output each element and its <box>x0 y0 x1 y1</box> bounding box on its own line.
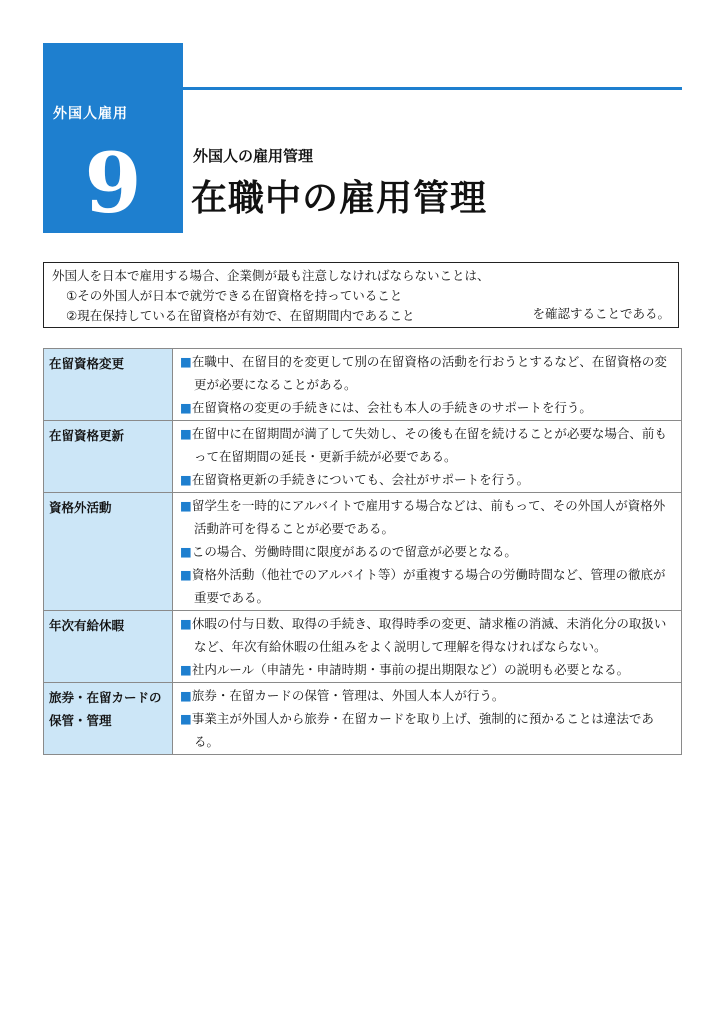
row-label: 在留資格変更 <box>44 349 173 421</box>
bullet-text: 旅券・在留カードの保管・管理は、外国人本人が行う。 <box>191 688 505 703</box>
bullet-item <box>180 396 675 419</box>
intro-line-3: ②現在保持している在留資格が有効で、在留期間内であること <box>66 308 415 323</box>
square-bullet-icon: ■ <box>180 711 192 726</box>
row-content <box>173 683 682 755</box>
bullet-text: 在留資格更新の手続きについても、会社がサポートを行う。 <box>191 472 530 487</box>
bullet-item <box>180 494 675 540</box>
bullet-item <box>180 707 675 753</box>
square-bullet-icon: ■ <box>180 688 192 703</box>
row-label: 資格外活動 <box>44 493 173 611</box>
intro-line-1: 外国人を日本で雇用する場合、企業側が最も注意しなければならないことは、 <box>52 268 490 283</box>
row-content <box>173 493 682 611</box>
bullet-text: 在留中に在留期間が満了して失効し、その後も在留を続けることが必要な場合、前もって在留期間の延長・更新手続が必要である。 <box>191 426 667 464</box>
table-row <box>44 349 682 421</box>
table-row <box>44 493 682 611</box>
bullet-text: 在職中、在留目的を変更して別の在留資格の活動を行おうとするなど、在留資格の変更が必要になることがある。 <box>191 354 667 392</box>
bullet-text: 在留資格の変更の手続きには、会社も本人の手続きのサポートを行う。 <box>191 400 592 415</box>
management-table <box>43 348 682 755</box>
header-rule <box>183 87 682 90</box>
square-bullet-icon: ■ <box>180 616 192 631</box>
bullet-text: この場合、労働時間に限度があるので留意が必要となる。 <box>191 544 517 559</box>
bullet-item <box>180 422 675 468</box>
square-bullet-icon: ■ <box>180 567 192 582</box>
table-row <box>44 421 682 493</box>
management-table-body <box>44 349 682 755</box>
square-bullet-icon: ■ <box>180 426 192 441</box>
bullet-text: 留学生を一時的にアルバイトで雇用する場合などは、前もって、その外国人が資格外活動許可を得ることが必要である。 <box>191 498 666 536</box>
intro-box <box>43 262 679 328</box>
row-content <box>173 611 682 683</box>
bullet-item <box>180 612 675 658</box>
table-row <box>44 683 682 755</box>
square-bullet-icon: ■ <box>180 498 192 513</box>
square-bullet-icon: ■ <box>180 472 192 487</box>
row-label: 在留資格更新 <box>44 421 173 493</box>
square-bullet-icon: ■ <box>180 544 192 559</box>
page-title: 在職中の雇用管理 <box>191 178 488 219</box>
intro-confirm-text: を確認することである。 <box>532 306 670 321</box>
bullet-item <box>180 350 675 396</box>
bullet-item <box>180 563 675 609</box>
chapter-category: 外国人雇用 <box>53 106 128 122</box>
bullet-text: 休暇の付与日数、取得の手続き、取得時季の変更、請求権の消滅、未消化分の取扱いなど、年次有給休暇の仕組みをよく説明して理解を得なければならない。 <box>191 616 667 654</box>
chapter-number: 9 <box>84 136 142 232</box>
bullet-item <box>180 468 675 491</box>
bullet-item <box>180 658 675 681</box>
bullet-text: 事業主が外国人から旅券・在留カードを取り上げ、強制的に預かることは違法である。 <box>191 711 654 749</box>
row-label: 年次有給休暇 <box>44 611 173 683</box>
square-bullet-icon: ■ <box>180 354 192 369</box>
bullet-item <box>180 540 675 563</box>
bullet-text: 社内ルール（申請先・申請時期・事前の提出期限など）の説明も必要となる。 <box>191 662 630 677</box>
intro-line-2: ①その外国人が日本で就労できる在留資格を持っていること <box>66 288 403 303</box>
row-content <box>173 421 682 493</box>
row-label: 旅券・在留カードの保管・管理 <box>44 683 173 755</box>
bullet-text: 資格外活動（他社でのアルバイト等）が重複する場合の労働時間など、管理の徹底が重要である。 <box>191 567 666 605</box>
chapter-badge <box>43 43 183 233</box>
table-row <box>44 611 682 683</box>
square-bullet-icon: ■ <box>180 400 192 415</box>
row-content <box>173 349 682 421</box>
page-subtitle: 外国人の雇用管理 <box>193 147 314 165</box>
square-bullet-icon: ■ <box>180 662 192 677</box>
bullet-item <box>180 684 675 707</box>
